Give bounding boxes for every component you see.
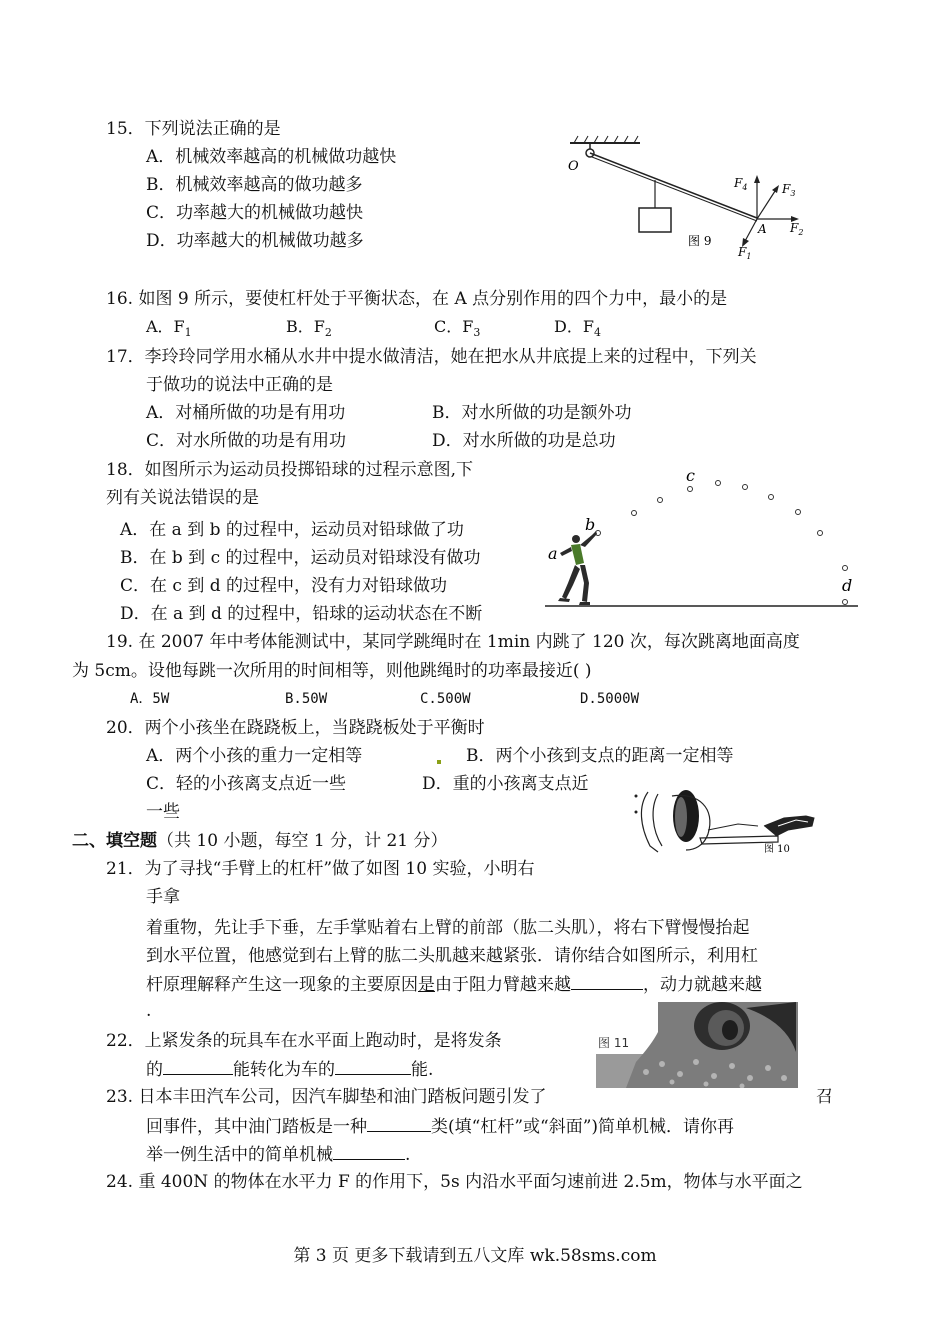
q16-stem: 16. 如图 9 所示，要使杠杆处于平衡状态，在 A 点分别作用的四个力中，最小的是	[106, 289, 728, 309]
q16-option-c: C．$F_3$	[434, 317, 481, 340]
q17-option-c: C．对水所做的功是有用功	[146, 431, 347, 451]
shotput-label-c: c	[686, 466, 695, 485]
fig10-caption: 图 10	[764, 844, 790, 855]
toy-car-photo-figure-11	[596, 1002, 798, 1088]
q16-option-b: B．$F_2$	[286, 317, 332, 340]
q17-stem-line1: 17．李玲玲同学用水桶从水井中提水做清洁，她在把水从井底提上来的过程中，下列关	[106, 347, 757, 367]
q21-line1: 21．为了寻找“手臂上的杠杆”做了如图 10 实验，小明右	[106, 859, 535, 879]
q18-option-c: C．在 c 到 d 的过程中，没有力对铅球做功	[120, 576, 448, 596]
q20-stem: 20．两个小孩坐在跷跷板上，当跷跷板处于平衡时	[106, 718, 485, 738]
q23-blank-2	[333, 1143, 405, 1160]
fig9-label-o: O	[568, 159, 579, 174]
q18-stem-line2: 列有关说法错误的是	[106, 488, 259, 508]
q15-option-a: A．机械效率越高的机械做功越快	[146, 147, 397, 167]
q19-stem-line2: 为 5cm。设他每跳一次所用的时间相等，则他跳绳时的功率最接近( )	[72, 661, 592, 681]
fig9-label-a: A	[758, 222, 767, 236]
q23-blank-1	[367, 1115, 431, 1132]
section-2-heading: 二、填空题（共 10 小题，每空 1 分，计 21 分）	[72, 831, 448, 851]
q23-line3: 举一例生活中的简单机械 .	[146, 1145, 411, 1165]
q20-option-b: B．两个小孩到支点的距离一定相等	[466, 746, 734, 766]
q15-option-b: B．机械效率越高的做功越多	[146, 175, 363, 195]
q17-option-b: B．对水所做的功是额外功	[432, 403, 632, 423]
q21-line5: 杆原理解释产生这一现象的主要原因是由于阻力臂越来越 ，动力就越来越	[146, 975, 762, 995]
q18-stem-line1: 18．如图所示为运动员投掷铅球的过程示意图,下	[106, 460, 474, 480]
shotput-label-a: a	[548, 544, 558, 563]
q21-line6: .	[146, 1001, 152, 1021]
fig9-label-f2: $F_2$	[790, 221, 804, 237]
q16-option-d: D．$F_4$	[554, 317, 601, 340]
fig11-caption: 图 11	[598, 1036, 630, 1050]
q21-blank-1	[571, 973, 643, 990]
q17-option-a: A．对桶所做的功是有用功	[146, 403, 346, 423]
fig9-label-f1: $F_1$	[738, 245, 752, 260]
q19-option-b: B.50W	[285, 691, 328, 707]
q24-line1: 24. 重 400N 的物体在水平力 F 的作用下，5s 内沿水平面匀速前进 2.5m，物体与水平面之	[106, 1172, 803, 1192]
fig9-caption: 图 9	[688, 234, 712, 248]
q23-line1-end: 召	[816, 1087, 833, 1107]
q18-option-d: D．在 a 到 d 的过程中，铅球的运动状态在不断	[120, 604, 483, 624]
q22-line2: 的 能转化为车的 能.	[146, 1060, 434, 1080]
shotput-label-d: d	[842, 576, 853, 595]
fig9-label-f4: $F_4$	[734, 176, 748, 192]
page-footer: 第 3 页 更多下载请到五八文库 wk.58sms.com	[293, 1246, 657, 1266]
arm-figure-10	[628, 786, 820, 858]
q17-option-d: D．对水所做的功是总功	[432, 431, 616, 451]
q21-line3: 着重物，先让手下垂，左手掌贴着右上臂的前部（肱二头肌），将右下臂慢慢抬起	[146, 918, 750, 938]
q18-option-b: B．在 b 到 c 的过程中，运动员对铅球没有做功	[120, 548, 481, 568]
fig9-label-f3: $F_3$	[782, 182, 796, 198]
q22-line1: 22．上紧发条的玩具车在水平面上跑动时，是将发条	[106, 1031, 502, 1051]
q20-option-d: D．重的小孩离支点近	[422, 774, 589, 794]
q23-line2: 回事件，其中油门踏板是一种 类(填“杠杆”或“斜面”)简单机械．请你再	[146, 1117, 735, 1137]
stray-dot	[437, 760, 441, 764]
q21-line2: 手拿	[146, 887, 180, 907]
q20-option-a: A．两个小孩的重力一定相等	[146, 746, 363, 766]
shotput-figure	[540, 465, 860, 613]
q15-option-c: C．功率越大的机械做功越快	[146, 203, 364, 223]
q15-stem: 15．下列说法正确的是	[106, 119, 281, 139]
shotput-label-b: b	[585, 515, 596, 534]
q22-blank-1	[163, 1058, 233, 1075]
q19-option-c: C.500W	[420, 691, 471, 707]
q17-stem-line2: 于做功的说法中正确的是	[146, 375, 333, 395]
q22-blank-2	[335, 1058, 411, 1075]
q19-option-d: D.5000W	[580, 691, 640, 707]
q15-option-d: D．功率越大的机械做功越多	[146, 231, 364, 251]
q23-line1: 23. 日本丰田汽车公司，因汽车脚垫和油门踏板问题引发了	[106, 1087, 547, 1107]
q20-option-d-cont: 一些	[146, 802, 180, 822]
lever-figure-9	[560, 135, 810, 260]
q16-option-a: A．$F_1$	[146, 317, 192, 340]
q19-option-a: A．5W	[130, 691, 170, 707]
q18-option-a: A．在 a 到 b 的过程中，运动员对铅球做了功	[120, 520, 464, 540]
q20-option-c: C．轻的小孩离支点近一些	[146, 774, 347, 794]
q19-stem-line1: 19. 在 2007 年中考体能测试中，某同学跳绳时在 1min 内跳了 120 次，每次跳离地面高度	[106, 632, 800, 652]
q21-line4: 到水平位置，他感觉到右上臂的肱二头肌越来越紧张．请你结合如图所示，利用杠	[146, 946, 758, 966]
